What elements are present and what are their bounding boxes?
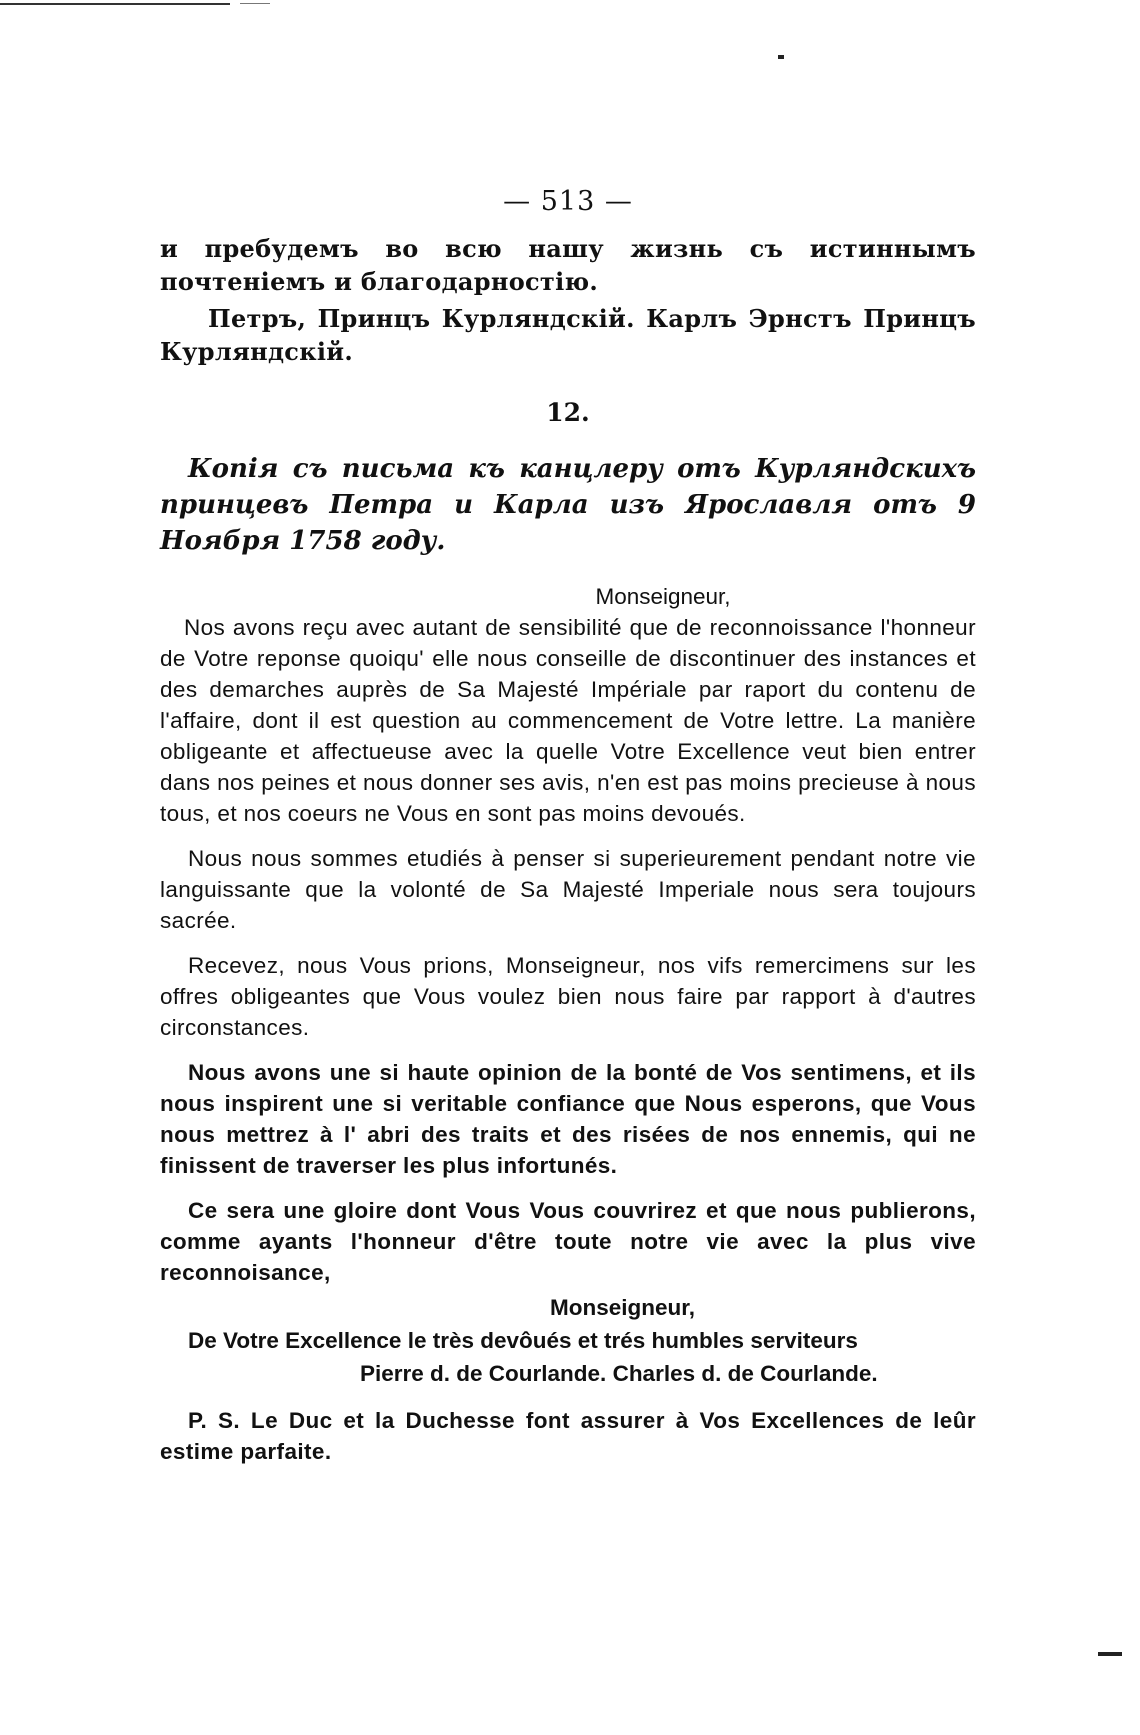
letter-paragraph-2: Nous nous sommes etudiés à penser si superieurement pendant notre vie languissante que la volonté de Sa Majesté Imperiale nous sera toujours sacrée. xyxy=(160,846,976,933)
page-number: — 513 — xyxy=(503,186,633,217)
closing-line: De Votre Excellence le très devôués et trés humbles serviteurs xyxy=(188,1328,858,1353)
letter-paragraph-4: Nous avons une si haute opinion de la bonté de Vos sentimens, et ils nous inspirent une si veritable confiance que Nous esperons, que Vous nous mettrez à l' abri des traits et des risées de nos ennemis, qui ne finissent de traverser les plus infortunés. xyxy=(160,1060,976,1178)
signatures: Pierre d. de Courlande. Charles d. de Courlande. xyxy=(360,1361,878,1386)
closing-salutation: Monseigneur, xyxy=(550,1295,696,1320)
letter-salutation: Monseigneur, xyxy=(595,584,731,609)
letter-paragraph-1: Nos avons reçu avec autant de sensibilité que de reconnoissance l'honneur de Votre reponse quoiqu' elle nous conseille de discontinuer des instances et des demarches auprès de Sa Majesté Impériale par raport du contenu de l'affaire, dont il est question au commencement de Votre lettre. La manière obligeante et affectueuse avec la quelle Votre Excellence veut bien entrer dans nos peines et nous donner ses avis, n'en est pas moins precieuse à nous tous, et nos coeurs ne Vous en sont pas moins devoués. xyxy=(160,615,976,826)
page-body xyxy=(160,185,976,1467)
top-edge-rule xyxy=(0,3,230,5)
document-number: 12. xyxy=(546,398,590,427)
document-heading: Копія съ письма къ канцлеру отъ Курляндскихъ принцевъ Петра и Карла изъ Ярославля отъ 9 Ноября 1758 году. xyxy=(160,454,976,556)
russian-paragraph-2: Петръ, Принцъ Курляндскій. Карлъ Эрнстъ Принцъ Курляндскій. xyxy=(160,304,976,366)
letter-paragraph-5: Ce sera une gloire dont Vous Vous couvrirez et que nous publierons, comme ayants l'honneur d'être toute notre vie avec la plus vive reconnoisance, xyxy=(160,1198,976,1285)
top-edge-rule-fragment xyxy=(240,3,270,4)
russian-paragraph-1: и пребудемъ во всю нашу жизнь съ истиннымъ почтеніемъ и благодарностію. xyxy=(160,234,976,296)
letter-paragraph-3: Recevez, nous Vous prions, Monseigneur, nos vifs remercimens sur les offres obligeantes que Vous voulez bien nous faire par rapport à d'autres circonstances. xyxy=(160,953,976,1040)
postscript: P. S. Le Duc et la Duchesse font assurer à Vos Excellences de leûr estime parfaite. xyxy=(160,1408,976,1464)
print-speck xyxy=(1098,1652,1122,1656)
print-speck xyxy=(778,55,784,59)
